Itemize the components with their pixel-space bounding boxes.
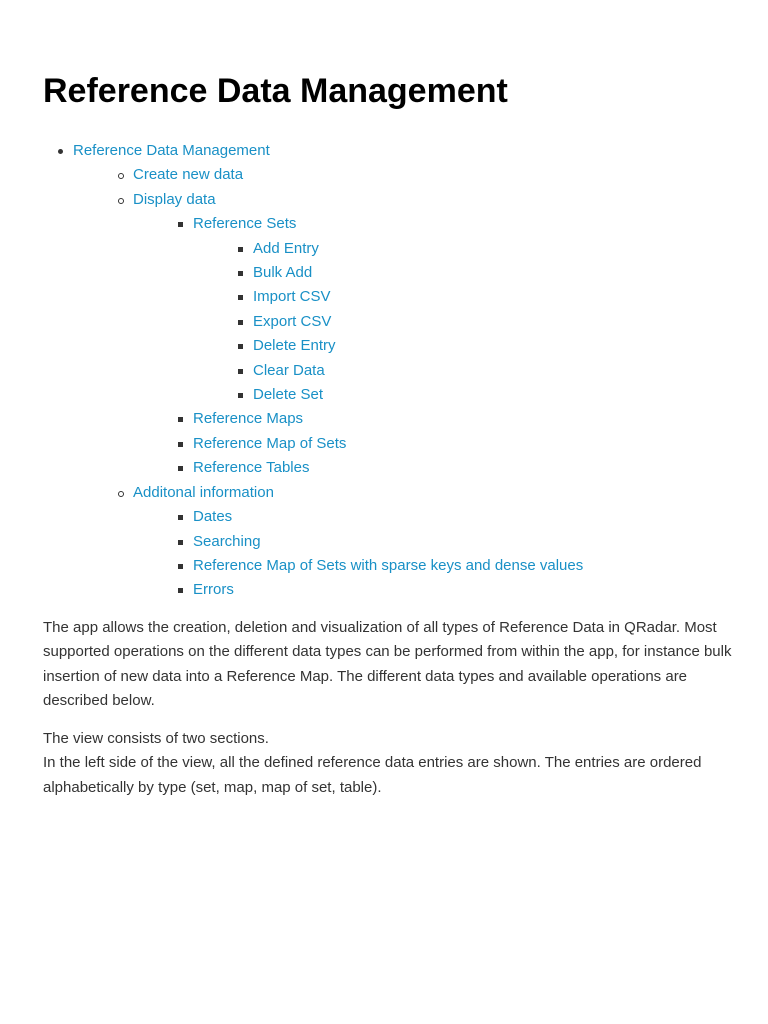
disc-bullet-icon	[58, 149, 63, 154]
toc-item-errors	[163, 578, 733, 602]
toc-list-level-3	[103, 212, 733, 480]
toc-item-searching	[163, 530, 733, 554]
toc-item-reference-tables	[163, 456, 733, 480]
square-bullet-icon	[178, 222, 183, 227]
toc-link-export-csv[interactable]: Export CSV	[253, 312, 332, 330]
toc-item-add-entry	[223, 237, 733, 261]
square-bullet-icon	[238, 271, 243, 276]
toc-list-level-2	[43, 163, 733, 602]
square-bullet-icon	[238, 344, 243, 349]
circle-bullet-icon	[118, 173, 124, 179]
toc-link-delete-entry[interactable]: Delete Entry	[253, 337, 336, 355]
toc-item-import-csv	[223, 285, 733, 309]
circle-bullet-icon	[118, 491, 124, 497]
circle-bullet-icon	[118, 198, 124, 204]
square-bullet-icon	[238, 369, 243, 374]
toc-link-reference-maps[interactable]: Reference Maps	[193, 410, 304, 428]
toc-list-level-1	[43, 139, 733, 603]
square-bullet-icon	[238, 393, 243, 398]
toc-link-reference-tables[interactable]: Reference Tables	[193, 459, 310, 477]
toc-link-import-csv[interactable]: Import CSV	[253, 288, 331, 306]
square-bullet-icon	[238, 320, 243, 325]
square-bullet-icon	[178, 515, 183, 520]
toc-item-display-data	[103, 188, 733, 481]
toc-link-reference-data-management[interactable]: Reference Data Management	[73, 142, 270, 159]
toc-link-sparse-keys-dense-values[interactable]: Reference Map of Sets with sparse keys and dense values	[193, 556, 584, 574]
toc-list-level-4	[163, 237, 733, 408]
toc-item-sparse-keys	[163, 554, 733, 578]
toc-link-dates[interactable]: Dates	[193, 508, 233, 526]
toc-item-reference-sets	[163, 212, 733, 407]
toc-item-reference-map-of-sets	[163, 432, 733, 456]
toc-link-create-new-data[interactable]: Create new data	[133, 166, 244, 184]
view-description-paragraph	[43, 727, 733, 800]
toc-link-clear-data[interactable]: Clear Data	[253, 361, 325, 379]
toc-item-dates	[163, 505, 733, 529]
toc-item-clear-data	[223, 359, 733, 383]
table-of-contents	[43, 139, 733, 603]
square-bullet-icon	[178, 588, 183, 593]
toc-item-additional-information	[103, 481, 733, 603]
square-bullet-icon	[178, 564, 183, 569]
toc-item-root	[43, 139, 733, 603]
view-description-line-1: The view consists of two sections.	[43, 730, 269, 747]
toc-link-errors[interactable]: Errors	[193, 581, 234, 599]
toc-link-searching[interactable]: Searching	[193, 532, 261, 550]
view-description-line-2: In the left side of the view, all the defined reference data entries are shown. The entries are ordered alphabetically by type (set, map, map of set, table).	[43, 754, 702, 796]
toc-link-bulk-add[interactable]: Bulk Add	[253, 264, 313, 282]
square-bullet-icon	[178, 466, 183, 471]
toc-list-level-3	[103, 505, 733, 603]
toc-item-delete-set	[223, 383, 733, 407]
square-bullet-icon	[178, 540, 183, 545]
toc-item-export-csv	[223, 310, 733, 334]
toc-link-reference-map-of-sets[interactable]: Reference Map of Sets	[193, 434, 347, 452]
square-bullet-icon	[238, 247, 243, 252]
intro-paragraph: The app allows the creation, deletion and visualization of all types of Reference Data in QRadar. Most supported operations on the different data types can be performed from within the app, for instance bulk insertion of new data into a Reference Map. The different data types and available operations are described below.	[43, 619, 732, 710]
page-title: Reference Data Management	[43, 72, 508, 110]
square-bullet-icon	[178, 417, 183, 422]
toc-link-delete-set[interactable]: Delete Set	[253, 386, 324, 404]
toc-item-reference-maps	[163, 407, 733, 431]
toc-link-reference-sets[interactable]: Reference Sets	[193, 215, 297, 233]
toc-link-additional-information[interactable]: Additonal information	[133, 483, 274, 501]
toc-link-add-entry[interactable]: Add Entry	[253, 239, 319, 257]
toc-link-display-data[interactable]: Display data	[133, 190, 216, 208]
toc-item-create-new-data	[103, 163, 733, 187]
square-bullet-icon	[238, 295, 243, 300]
square-bullet-icon	[178, 442, 183, 447]
toc-item-bulk-add	[223, 261, 733, 285]
toc-item-delete-entry	[223, 334, 733, 358]
